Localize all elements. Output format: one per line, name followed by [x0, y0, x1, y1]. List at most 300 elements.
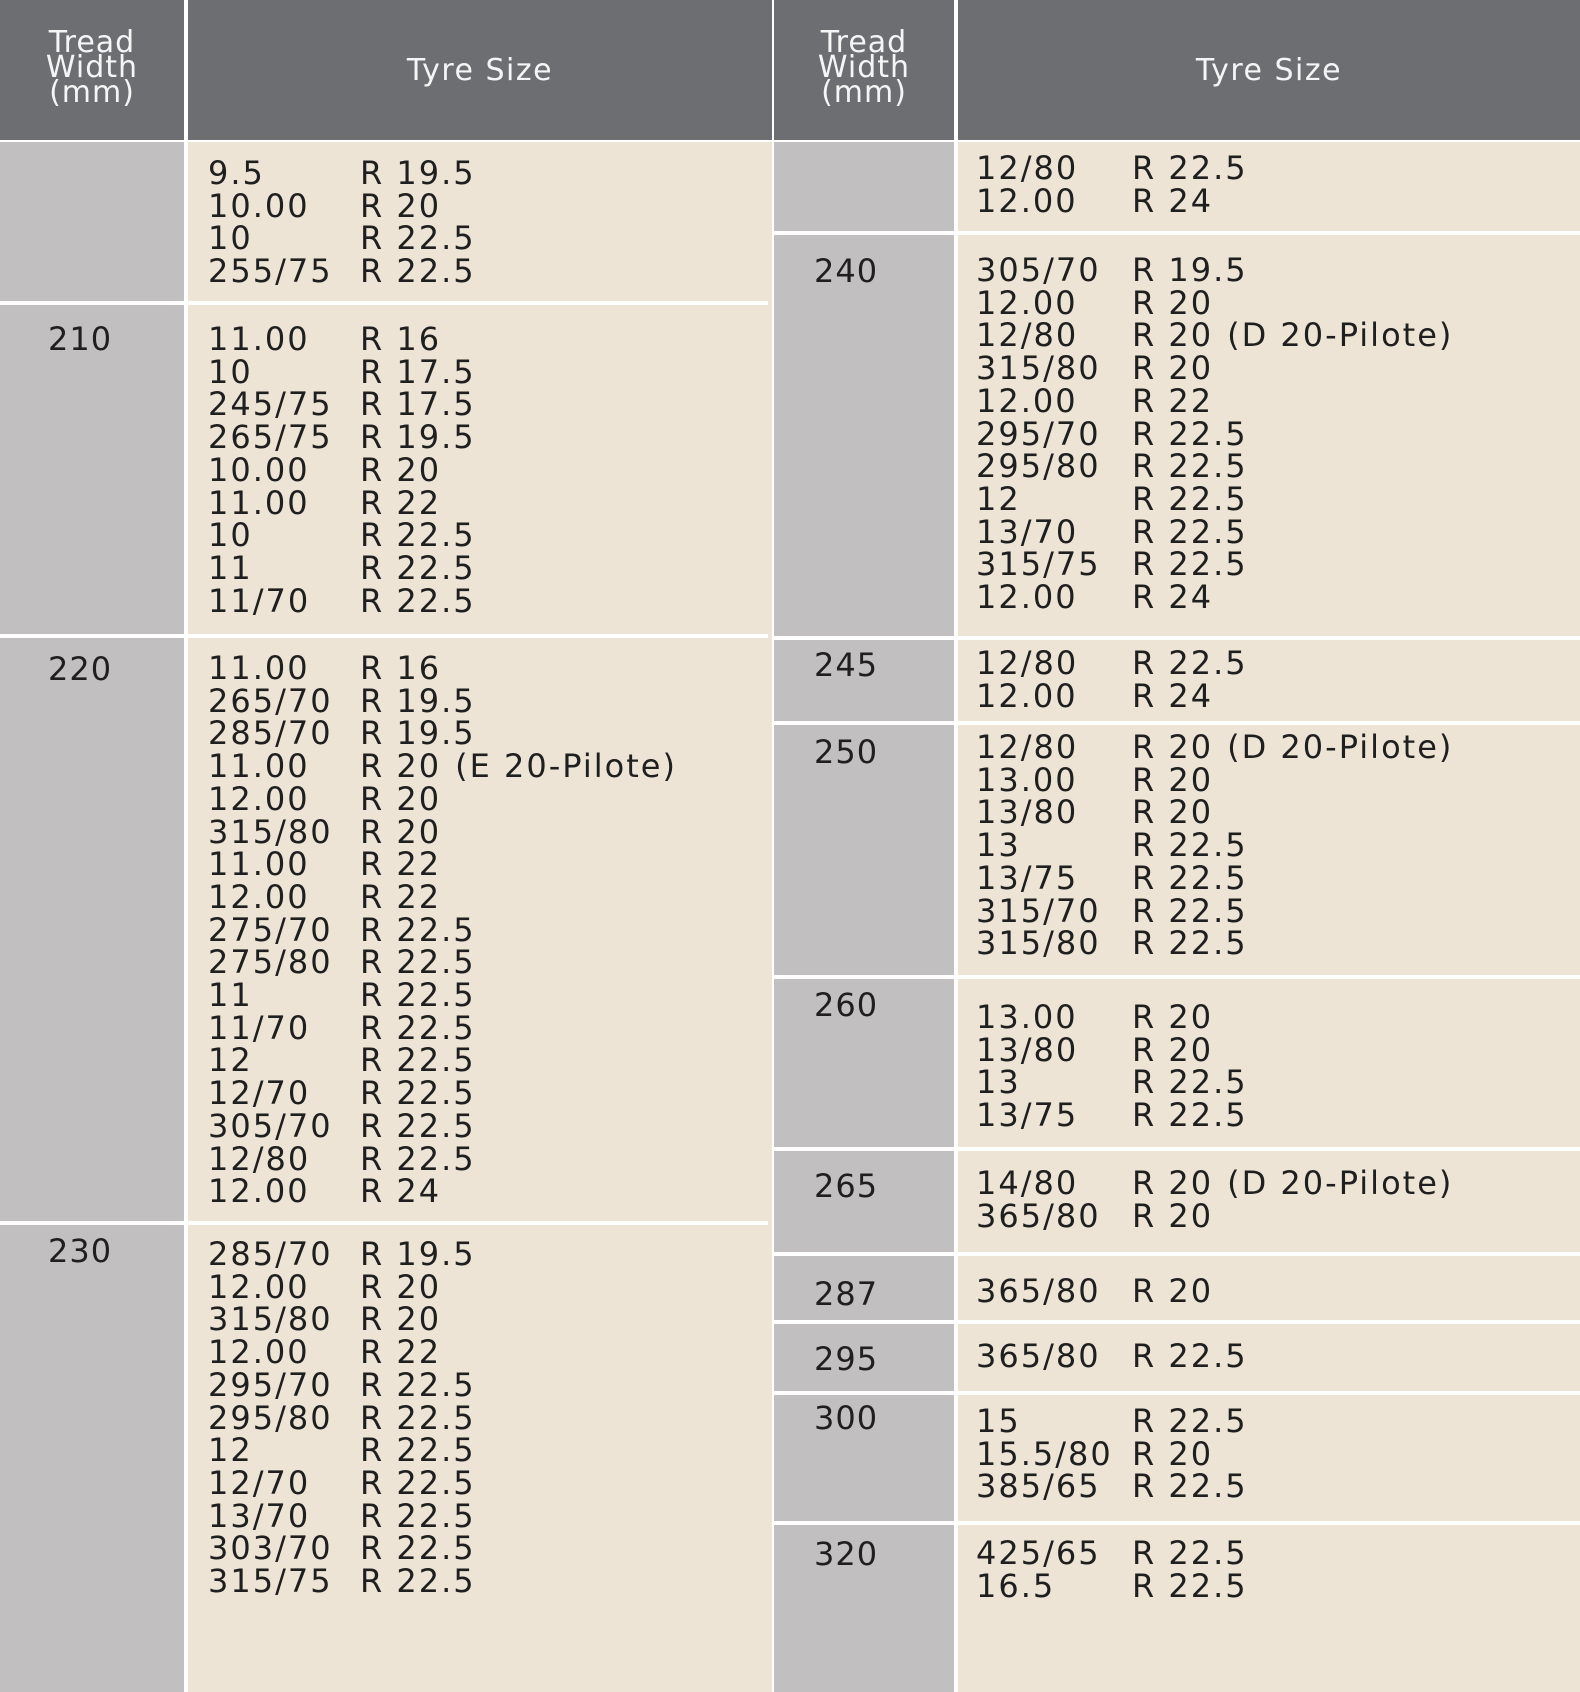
rim-size-text: R 20	[1132, 760, 1214, 799]
rim-size-text: R 22.5	[1132, 1402, 1248, 1440]
tyre-size-row	[208, 385, 476, 424]
rim-size-text: R 22.5	[360, 1041, 476, 1080]
rim-size	[1132, 1566, 1248, 1605]
tyre-size: 12.00	[976, 181, 1078, 220]
rim-size-text: R 22.5	[360, 1139, 476, 1178]
tyre-size-row	[976, 578, 1214, 616]
tyre-size-row	[208, 1529, 476, 1568]
tyre-size: 265/75	[208, 418, 333, 457]
rim-size-text: R 22.5	[1132, 512, 1248, 551]
group-divider	[0, 301, 768, 305]
tyre-size-row	[208, 1235, 476, 1273]
tyre-size-row	[976, 1337, 1248, 1375]
tyre-size-row	[976, 251, 1248, 289]
rim-size-text: R 19.5	[360, 681, 476, 720]
rim-size-text: R 22	[360, 877, 442, 916]
rim-size-text: R 22.5	[360, 1529, 476, 1568]
tyre-size-row	[208, 812, 442, 851]
tyre-size-row	[208, 219, 476, 258]
tread-width-value: 240	[814, 252, 879, 290]
rim-size-text: R 22.5	[360, 1074, 476, 1113]
tyre-size: 12.00	[976, 578, 1078, 616]
tread-width-header-line: Tread	[48, 24, 136, 60]
tread-width-value: 250	[814, 733, 879, 771]
group-divider	[0, 1221, 768, 1225]
tyre-size-row	[208, 548, 476, 587]
rim-size	[360, 1172, 442, 1211]
tyre-size: 10	[208, 516, 253, 555]
pilot-note: (D 20-Pilote)	[1227, 1164, 1454, 1202]
rim-size	[1132, 891, 1248, 930]
rim-size	[360, 1398, 476, 1437]
rim-size-text: R 20	[1132, 1434, 1214, 1473]
tyre-size-row	[976, 1272, 1214, 1310]
rim-size	[1132, 479, 1248, 518]
rim-size-text: R 22.5	[1132, 149, 1248, 187]
rim-size	[360, 483, 442, 522]
rim-size-text: R 20	[1132, 1196, 1214, 1235]
rim-size-text: R 22.5	[360, 1496, 476, 1535]
group-divider	[774, 1147, 1580, 1151]
tyre-size: 315/80	[208, 1300, 333, 1339]
rim-size	[360, 1562, 476, 1600]
tyre-size: 9.5	[208, 154, 265, 192]
rim-size-text: R 20	[360, 1267, 442, 1306]
rim-size	[360, 1008, 476, 1047]
tyre-size-row	[208, 483, 442, 522]
tyre-size-row	[208, 1041, 476, 1080]
tyre-size-row	[208, 877, 442, 916]
rim-size-text: R 22	[360, 845, 442, 884]
tyre-size-header-label: Tyre Size	[406, 52, 554, 88]
tread-width-header-line: (mm)	[821, 74, 907, 110]
rim-size-text: R 22.5	[360, 581, 476, 620]
tyre-size: 425/65	[976, 1534, 1101, 1572]
tyre-size: 305/70	[976, 251, 1101, 289]
tyre-size: 14/80	[976, 1164, 1079, 1202]
rim-size	[1132, 316, 1454, 355]
rim-size-text: R 22.5	[360, 1431, 476, 1470]
tyre-size-row	[208, 1172, 442, 1211]
tread-width-header	[0, 0, 184, 140]
rim-size	[1132, 251, 1248, 289]
tyre-size-row	[208, 1008, 476, 1047]
tyre-size-row	[208, 352, 476, 391]
tyre-size-row	[208, 154, 476, 192]
tyre-size-row	[208, 779, 442, 818]
rim-size-text: R 24	[1132, 181, 1214, 220]
rim-size-text: R 20	[1132, 998, 1214, 1036]
pilot-note: (E 20-Pilote)	[455, 747, 677, 786]
tyre-size: 12/80	[976, 316, 1079, 355]
rim-size-text: R 22.5	[1132, 1337, 1248, 1375]
rim-size-text: R 19.5	[360, 714, 476, 753]
tyre-size: 13.00	[976, 998, 1078, 1036]
rim-size	[360, 1496, 476, 1535]
tyre-size-row	[976, 1196, 1214, 1235]
rim-size	[360, 681, 476, 720]
tyre-size: 12.00	[208, 1267, 310, 1306]
rim-size-text: R 17.5	[360, 352, 476, 391]
rim-size	[360, 1106, 476, 1145]
rim-size-text: R 22	[1132, 381, 1214, 420]
tyre-size-row	[976, 1096, 1248, 1135]
tyre-size: 275/70	[208, 910, 333, 949]
tyre-size-row	[208, 1365, 476, 1404]
rim-size	[360, 943, 476, 982]
rim-size-text: R 20	[1132, 283, 1214, 322]
tyre-size: 295/70	[208, 1365, 333, 1404]
tyre-size: 13/75	[976, 1096, 1079, 1135]
tyre-size: 10	[208, 352, 253, 391]
rim-size	[1132, 998, 1214, 1036]
tyre-size: 15.5/80	[976, 1434, 1113, 1473]
tyre-size-row	[208, 1398, 476, 1437]
tread-width-value: 287	[814, 1275, 879, 1313]
tread-width-value: 265	[814, 1167, 879, 1205]
rim-size-text: R 22.5	[360, 1562, 476, 1600]
tyre-size: 265/70	[208, 681, 333, 720]
tyre-size: 10.00	[208, 450, 310, 489]
tyre-size-row	[208, 1300, 442, 1339]
group-divider	[774, 1391, 1580, 1395]
rim-size	[360, 1235, 476, 1273]
rim-size-text: R 22.5	[1132, 1096, 1248, 1135]
rim-size-text: R 24	[1132, 578, 1214, 616]
tread-width-column	[774, 142, 954, 1692]
tyre-size-row	[976, 1164, 1454, 1202]
rim-size	[360, 1333, 442, 1372]
tyre-size: 12	[976, 479, 1021, 518]
tyre-size: 275/80	[208, 943, 333, 982]
rim-size-text: R 19.5	[360, 418, 476, 457]
tyre-size-row	[208, 320, 442, 358]
group-divider	[774, 1521, 1580, 1525]
rim-size-text: R 20	[1132, 349, 1214, 388]
rim-size	[1132, 1196, 1214, 1235]
rim-size-text: R 16	[360, 320, 442, 358]
rim-size-text: R 20	[1132, 1164, 1214, 1202]
tyre-size: 11.00	[208, 649, 310, 687]
rim-size	[360, 154, 476, 192]
tyre-size: 295/70	[976, 414, 1101, 453]
rim-size-text: R 22.5	[360, 1008, 476, 1047]
rim-size	[1132, 1164, 1454, 1202]
rim-size	[1132, 644, 1248, 682]
rim-size-text: R 22.5	[1132, 1534, 1248, 1572]
tyre-size: 13/70	[208, 1496, 311, 1535]
tyre-size-row	[976, 858, 1248, 897]
tread-width-value: 260	[814, 986, 879, 1024]
tyre-size: 15	[976, 1402, 1021, 1440]
group-divider	[0, 634, 768, 638]
tyre-size: 12.00	[976, 381, 1078, 420]
rim-size-text: R 16	[360, 649, 442, 687]
tyre-size-row	[976, 181, 1214, 220]
rim-size	[360, 1139, 476, 1178]
rim-size	[1132, 283, 1214, 322]
rim-size	[1132, 1096, 1248, 1135]
tyre-size: 13/80	[976, 1030, 1079, 1069]
tyre-size: 12.00	[208, 1172, 310, 1211]
rim-size	[1132, 447, 1248, 486]
tyre-size-row	[208, 516, 476, 555]
group-divider	[774, 721, 1580, 725]
rim-size	[1132, 1272, 1214, 1310]
tyre-size-row	[208, 681, 476, 720]
tyre-size-row	[976, 826, 1248, 865]
tyre-size-header-label: Tyre Size	[1195, 52, 1343, 88]
tyre-size-row	[208, 450, 442, 489]
tyre-size-row	[208, 1333, 442, 1372]
rim-size	[1132, 760, 1214, 799]
rim-size	[360, 385, 476, 424]
tyre-size: 365/80	[976, 1196, 1101, 1235]
group-divider	[774, 1252, 1580, 1256]
rim-size	[360, 1365, 476, 1404]
pilot-note: (D 20-Pilote)	[1227, 316, 1454, 355]
rim-size-text: R 22.5	[360, 1398, 476, 1437]
rim-size-text: R 20	[1132, 793, 1214, 832]
tyre-size-row	[976, 381, 1214, 420]
tyre-size: 11.00	[208, 320, 310, 358]
tyre-size-row	[208, 649, 442, 687]
tyre-size-row	[976, 479, 1248, 518]
rim-size	[360, 1041, 476, 1080]
tyre-size: 12/70	[208, 1074, 311, 1113]
rim-size-text: R 22.5	[360, 1365, 476, 1404]
tyre-size: 12/80	[976, 644, 1079, 682]
rim-size	[360, 649, 442, 687]
rim-size-text: R 22.5	[360, 943, 476, 982]
tyre-size: 12/70	[208, 1463, 311, 1502]
rim-size	[1132, 1534, 1248, 1572]
group-divider	[774, 975, 1580, 979]
rim-size	[360, 1529, 476, 1568]
rim-size	[1132, 181, 1214, 220]
tyre-size: 365/80	[976, 1272, 1101, 1310]
tyre-size: 13/70	[976, 512, 1079, 551]
rim-size-text: R 22.5	[1132, 447, 1248, 486]
left-table	[0, 0, 772, 1692]
rim-size-text: R 19.5	[360, 1235, 476, 1273]
tyre-size: 12.00	[976, 676, 1078, 715]
group-divider	[774, 1320, 1580, 1324]
tread-width-header	[774, 0, 954, 140]
group-divider	[774, 231, 1580, 235]
tyre-size-row	[208, 910, 476, 949]
rim-size	[1132, 728, 1454, 766]
rim-size	[1132, 924, 1248, 963]
rim-size-text: R 22.5	[1132, 479, 1248, 518]
tyre-size: 11.00	[208, 747, 310, 786]
tread-width-value: 245	[814, 646, 879, 684]
tyre-size-row	[976, 149, 1248, 187]
right-table	[774, 0, 1580, 1692]
rim-size-text: R 20	[1132, 1030, 1214, 1069]
tread-width-value: 300	[814, 1399, 879, 1437]
rim-size	[360, 418, 476, 457]
rim-size	[1132, 545, 1248, 584]
rim-size	[360, 714, 476, 753]
tyre-size-row	[208, 252, 476, 291]
tyre-size: 315/75	[208, 1562, 333, 1600]
rim-size	[360, 1074, 476, 1113]
rim-size	[360, 976, 476, 1014]
rim-size-text: R 22.5	[1132, 924, 1248, 963]
rim-size	[1132, 1402, 1248, 1440]
tyre-size-row	[208, 714, 476, 753]
rim-size-text: R 22.5	[360, 1463, 476, 1502]
rim-size	[1132, 826, 1248, 865]
tyre-size-row	[208, 1139, 476, 1178]
tyre-size-row	[976, 1402, 1248, 1440]
rim-size	[1132, 578, 1214, 616]
tyre-size: 11	[208, 976, 253, 1014]
rim-size	[1132, 1337, 1248, 1375]
tyre-size-row	[208, 186, 442, 225]
tyre-size-row	[976, 1030, 1214, 1069]
tyre-size-row	[208, 1496, 476, 1535]
rim-size-text: R 22.5	[1132, 414, 1248, 453]
tread-width-value: 210	[48, 320, 113, 358]
tyre-size: 13/75	[976, 858, 1079, 897]
tyre-size: 245/75	[208, 385, 333, 424]
rim-size-text: R 20	[360, 779, 442, 818]
tyre-size-header	[188, 0, 772, 140]
tyre-size: 13/80	[976, 793, 1079, 832]
rim-size-text: R 22.5	[1132, 858, 1248, 897]
tyre-size-row	[976, 283, 1214, 322]
rim-size-text: R 22.5	[360, 252, 476, 291]
tread-width-header-line: Width	[817, 49, 911, 85]
tyre-size: 315/80	[208, 812, 333, 851]
tyre-size-row	[976, 676, 1214, 715]
tyre-size: 13	[976, 1063, 1021, 1102]
rim-size-text: R 20	[1132, 1272, 1214, 1310]
rim-size-text: R 22.5	[1132, 826, 1248, 865]
tyre-size-row	[208, 581, 476, 620]
rim-size	[1132, 349, 1214, 388]
tyre-size: 12.00	[208, 1333, 310, 1372]
rim-size	[1132, 858, 1248, 897]
tread-width-column	[0, 142, 184, 1692]
rim-size	[360, 1463, 476, 1502]
tyre-size-row	[976, 1534, 1248, 1572]
rim-size-text: R 24	[1132, 676, 1214, 715]
rim-size	[1132, 512, 1248, 551]
tyre-size-row	[976, 924, 1248, 963]
tyre-size-row	[208, 1074, 476, 1113]
tyre-size-row	[976, 349, 1214, 388]
tyre-size: 303/70	[208, 1529, 333, 1568]
tyre-size: 385/65	[976, 1467, 1101, 1506]
rim-size-text: R 22	[360, 1333, 442, 1372]
tyre-size-row	[208, 1267, 442, 1306]
tyre-size-row	[208, 845, 442, 884]
pilot-note: (D 20-Pilote)	[1227, 728, 1454, 766]
tyre-size-row	[976, 512, 1248, 551]
tyre-size: 12/80	[976, 149, 1079, 187]
tyre-size: 295/80	[976, 447, 1101, 486]
rim-size	[1132, 414, 1248, 453]
rim-size-text: R 22.5	[1132, 545, 1248, 584]
rim-size	[360, 450, 442, 489]
tyre-size: 295/80	[208, 1398, 333, 1437]
rim-size	[360, 845, 442, 884]
rim-size	[360, 352, 476, 391]
rim-size	[360, 812, 442, 851]
tyre-size-row	[976, 1566, 1248, 1605]
tread-width-value: 230	[48, 1232, 113, 1270]
rim-size-text: R 22.5	[360, 976, 476, 1014]
rim-size	[1132, 1467, 1248, 1506]
rim-size-text: R 22.5	[1132, 644, 1248, 682]
tyre-size: 12.00	[208, 877, 310, 916]
tyre-size: 11	[208, 548, 253, 587]
tyre-size: 12	[208, 1431, 253, 1470]
rim-size-text: R 22.5	[360, 910, 476, 949]
tread-width-header-line: Tread	[820, 24, 908, 60]
tyre-size: 12	[208, 1041, 253, 1080]
rim-size	[1132, 149, 1248, 187]
rim-size-text: R 20	[360, 747, 442, 786]
rim-size-text: R 20	[1132, 728, 1214, 766]
tyre-size: 255/75	[208, 252, 333, 291]
tread-width-value: 320	[814, 1535, 879, 1573]
rim-size	[1132, 1434, 1214, 1473]
rim-size-text: R 17.5	[360, 385, 476, 424]
tyre-size: 315/80	[976, 349, 1101, 388]
rim-size	[1132, 1063, 1248, 1102]
rim-size-text: R 22.5	[360, 219, 476, 258]
rim-size-text: R 19.5	[1132, 251, 1248, 289]
rim-size-text: R 22.5	[360, 516, 476, 555]
tyre-size-row	[976, 1467, 1248, 1506]
tyre-size: 10	[208, 219, 253, 258]
rim-size-text: R 22.5	[360, 1106, 476, 1145]
tread-width-header-line: (mm)	[49, 74, 135, 110]
tyre-size-row	[208, 418, 476, 457]
tyre-size: 11.00	[208, 845, 310, 884]
rim-size-text: R 22	[360, 483, 442, 522]
rim-size-text: R 24	[360, 1172, 442, 1211]
rim-size-text: R 20	[360, 450, 442, 489]
rim-size	[360, 910, 476, 949]
rim-size	[360, 877, 442, 916]
rim-size	[360, 1300, 442, 1339]
rim-size	[360, 1431, 476, 1470]
tyre-size-row	[976, 1063, 1248, 1102]
tyre-size-row	[208, 1562, 476, 1600]
rim-size	[360, 747, 677, 786]
tread-width-header-line: Width	[45, 49, 139, 85]
tyre-size-row	[208, 943, 476, 982]
tyre-size: 11/70	[208, 1008, 311, 1047]
tyre-size-row	[208, 1463, 476, 1502]
rim-size	[1132, 1030, 1214, 1069]
tyre-size-header	[958, 0, 1580, 140]
rim-size-text: R 20	[1132, 316, 1214, 355]
tyre-size: 285/70	[208, 714, 333, 753]
tyre-size-row	[976, 998, 1214, 1036]
tyre-size: 16.5	[976, 1566, 1056, 1605]
rim-size-text: R 22.5	[1132, 1566, 1248, 1605]
tyre-size-row	[976, 793, 1214, 832]
rim-size	[360, 186, 442, 225]
rim-size	[1132, 793, 1214, 832]
tyre-size: 12.00	[976, 283, 1078, 322]
